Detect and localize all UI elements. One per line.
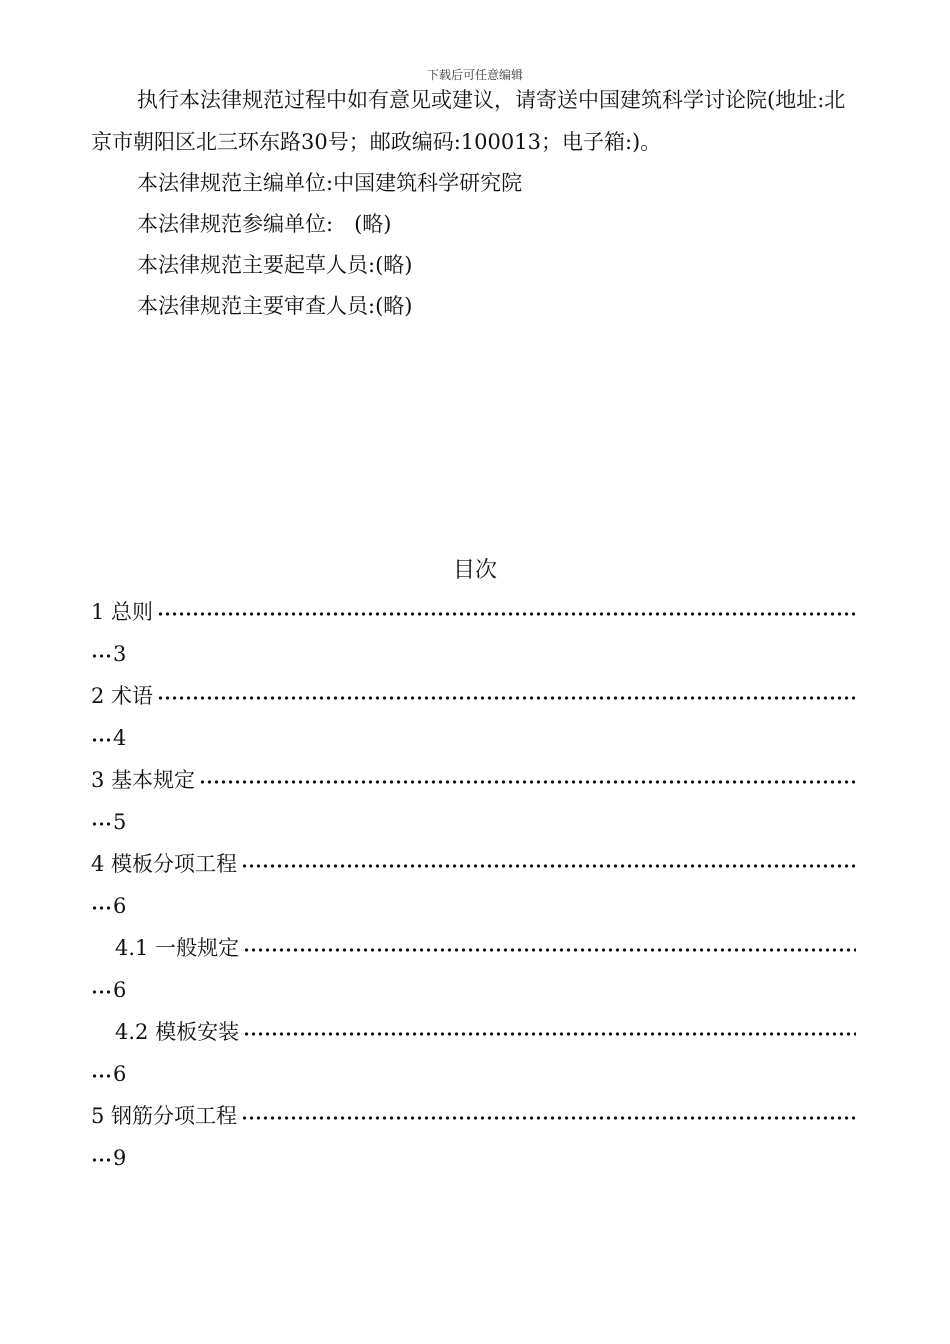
dot-leader xyxy=(91,989,112,995)
dot-leader xyxy=(241,1115,856,1121)
toc-page-number: 9 xyxy=(113,1146,127,1170)
intro-section xyxy=(91,79,856,327)
toc-entry-label: 2 术语 xyxy=(91,684,154,708)
main-drafters-line: 本法律规范主要起草人员:(略) xyxy=(137,253,413,277)
dot-leader xyxy=(241,863,856,869)
dot-leader xyxy=(157,695,856,701)
dot-leader xyxy=(91,905,112,911)
intro-paragraph: 执行本法律规范过程中如有意见或建议，请寄送中国建筑科学讨论院(地址:北京市朝阳区北三环东路30号；邮政编码:100013；电子箱:)。 xyxy=(91,88,846,154)
toc-entry[interactable] xyxy=(91,591,856,675)
dot-leader xyxy=(199,779,856,785)
toc-entry-label: 3 基本规定 xyxy=(91,768,196,792)
dot-leader xyxy=(243,1031,856,1037)
dot-leader xyxy=(91,1073,112,1079)
dot-leader xyxy=(91,737,112,743)
page-header: 下载后可任意编辑 xyxy=(426,68,523,82)
toc-entry-label: 4 模板分项工程 xyxy=(91,852,238,876)
toc-title: 目次 xyxy=(452,558,497,583)
dot-leader xyxy=(91,821,112,827)
main-reviewers-line: 本法律规范主要审查人员:(略) xyxy=(137,294,413,318)
toc-page-number: 6 xyxy=(113,978,127,1002)
dot-leader xyxy=(157,611,856,617)
dot-leader xyxy=(91,653,112,659)
toc-page-number: 6 xyxy=(113,894,127,918)
toc-entry-label: 4.2 模板安装 xyxy=(115,1020,240,1044)
toc-entry[interactable] xyxy=(91,1095,856,1179)
toc-entry-label: 5 钢筋分项工程 xyxy=(91,1104,238,1128)
toc-entry[interactable] xyxy=(91,843,856,927)
toc-page-number: 6 xyxy=(113,1062,127,1086)
toc-entry[interactable] xyxy=(91,1011,856,1095)
chief-unit-line: 本法律规范主编单位:中国建筑科学研究院 xyxy=(137,171,523,195)
dot-leader xyxy=(243,947,856,953)
dot-leader xyxy=(91,1157,112,1163)
toc-entry[interactable] xyxy=(91,675,856,759)
toc-page-number: 5 xyxy=(113,810,127,834)
participating-units-line: 本法律规范参编单位: (略) xyxy=(137,212,392,236)
toc-entry[interactable] xyxy=(91,759,856,843)
toc-page-number: 4 xyxy=(113,726,127,750)
toc-entry-label: 1 总则 xyxy=(91,600,154,624)
toc-entry-label: 4.1 一般规定 xyxy=(115,936,240,960)
toc-entry[interactable] xyxy=(91,927,856,1011)
table-of-contents xyxy=(91,591,856,1179)
toc-page-number: 3 xyxy=(113,642,127,666)
